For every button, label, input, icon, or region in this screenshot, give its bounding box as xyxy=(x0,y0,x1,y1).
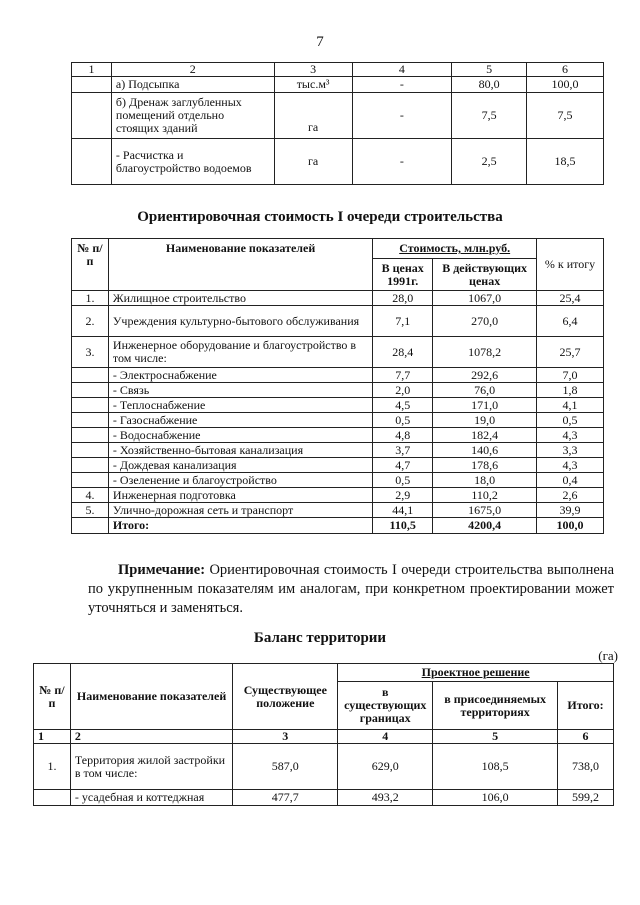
row-name: Учреждения культурно-бытового обслуживания xyxy=(108,306,372,337)
row-existing: 477,7 xyxy=(233,790,338,806)
row-percent: 25,4 xyxy=(537,291,604,306)
row-number xyxy=(34,790,71,806)
column-number-row xyxy=(72,63,604,77)
row-percent: 39,9 xyxy=(537,503,604,518)
row-current: 19,0 xyxy=(433,413,537,428)
note-label: Примечание: xyxy=(118,562,206,578)
column-number: 1 xyxy=(72,63,112,77)
header-number: № п/п xyxy=(72,239,109,291)
row-added: 108,5 xyxy=(433,744,558,790)
header-cost xyxy=(373,239,537,259)
row-unit: га xyxy=(274,139,352,185)
row-value: - xyxy=(352,93,452,139)
row-value: - xyxy=(352,77,452,93)
column-number-row xyxy=(34,730,614,744)
row-name: - Теплоснабжение xyxy=(108,398,372,413)
row-name: - Хозяйственно-бытовая канализация xyxy=(108,443,372,458)
balance-section-title: Баланс территории xyxy=(253,630,387,646)
header-prices-1991: В ценах 1991г. xyxy=(373,259,433,291)
row-percent: 4,3 xyxy=(537,458,604,473)
header-name: Наименование показателей xyxy=(70,664,232,730)
row-number: 1. xyxy=(72,291,109,306)
table-row xyxy=(72,443,604,458)
column-number: 4 xyxy=(338,730,433,744)
row-current: 1067,0 xyxy=(433,291,537,306)
header-percent: % к итогу xyxy=(537,239,604,291)
table-row xyxy=(72,368,604,383)
row-existing: 587,0 xyxy=(233,744,338,790)
column-number: 2 xyxy=(111,63,274,77)
header-added-territories: в присоединяемых территориях xyxy=(433,682,558,730)
row-bounds: 493,2 xyxy=(338,790,433,806)
table-row xyxy=(72,473,604,488)
row-value: 7,5 xyxy=(452,93,527,139)
header-existing-bounds: в существующих границах xyxy=(338,682,433,730)
table-row xyxy=(72,428,604,443)
table-row xyxy=(72,398,604,413)
row-1991: 28,4 xyxy=(373,337,433,368)
row-current: 171,0 xyxy=(433,398,537,413)
row-name: Инженерная подготовка xyxy=(108,488,372,503)
row-value: 80,0 xyxy=(452,77,527,93)
row-number xyxy=(72,458,109,473)
row-1991: 4,8 xyxy=(373,428,433,443)
column-number: 4 xyxy=(352,63,452,77)
continuation-table xyxy=(71,62,604,185)
table-row xyxy=(72,413,604,428)
table-row xyxy=(72,383,604,398)
row-total: 738,0 xyxy=(558,744,614,790)
row-value: 18,5 xyxy=(527,139,604,185)
row-name: а) Подсыпка xyxy=(111,77,274,93)
row-current: 1078,2 xyxy=(433,337,537,368)
row-number xyxy=(72,398,109,413)
row-number xyxy=(72,413,109,428)
balance-unit: (га) xyxy=(598,648,618,663)
row-name: Территория жилой застройки в том числе: xyxy=(70,744,232,790)
row-number: 5. xyxy=(72,503,109,518)
row-current: 270,0 xyxy=(433,306,537,337)
row-number xyxy=(72,368,109,383)
row-1991: 7,7 xyxy=(373,368,433,383)
row-percent: 0,5 xyxy=(537,413,604,428)
row-unit: тыс.м³ xyxy=(274,77,352,93)
row-current: 140,6 xyxy=(433,443,537,458)
table-row xyxy=(34,790,614,806)
row-number: 4. xyxy=(72,488,109,503)
row-name: б) Дренаж заглубленных помещений отдельно стоящих зданий xyxy=(111,93,274,139)
row-1991: 2,9 xyxy=(373,488,433,503)
row-number xyxy=(72,473,109,488)
header-cost-label: Стоимость, млн.руб. xyxy=(399,241,511,255)
total-row xyxy=(72,518,604,534)
row-1991: 44,1 xyxy=(373,503,433,518)
column-number: 5 xyxy=(433,730,558,744)
column-number: 3 xyxy=(233,730,338,744)
row-1991: 4,5 xyxy=(373,398,433,413)
note-paragraph xyxy=(88,561,614,618)
row-name: - Связь xyxy=(108,383,372,398)
row-name: - Газоснабжение xyxy=(108,413,372,428)
total-percent: 100,0 xyxy=(537,518,604,534)
row-1991: 2,0 xyxy=(373,383,433,398)
table-row xyxy=(72,458,604,473)
header-total: Итого: xyxy=(558,682,614,730)
row-percent: 25,7 xyxy=(537,337,604,368)
table-row xyxy=(34,744,614,790)
table-row xyxy=(72,488,604,503)
row-1991: 0,5 xyxy=(373,413,433,428)
note-text: Ориентировочная стоимость I очереди строительства выполнена по укрупненным показателям им аналогам, при конкретном проектировании может уточняться и заменяться. xyxy=(88,562,615,616)
row-total: 599,2 xyxy=(558,790,614,806)
table-row xyxy=(72,77,604,93)
row-current: 1675,0 xyxy=(433,503,537,518)
column-number: 2 xyxy=(70,730,232,744)
row-percent: 1,8 xyxy=(537,383,604,398)
row-name: - Расчистка и благоустройство водоемов xyxy=(111,139,274,185)
row-1991: 28,0 xyxy=(373,291,433,306)
row-percent: 3,3 xyxy=(537,443,604,458)
row-current: 76,0 xyxy=(433,383,537,398)
header-project-label: Проектное решение xyxy=(421,665,530,679)
row-name: - усадебная и коттеджная xyxy=(70,790,232,806)
row-percent: 7,0 xyxy=(537,368,604,383)
row-percent: 2,6 xyxy=(537,488,604,503)
header-project xyxy=(338,664,614,682)
row-added: 106,0 xyxy=(433,790,558,806)
table-row xyxy=(72,306,604,337)
row-current: 18,0 xyxy=(433,473,537,488)
row-number: 3. xyxy=(72,337,109,368)
table-row xyxy=(72,337,604,368)
row-number xyxy=(72,428,109,443)
column-number: 3 xyxy=(274,63,352,77)
row-1991: 4,7 xyxy=(373,458,433,473)
row-1991: 0,5 xyxy=(373,473,433,488)
total-label: Итого: xyxy=(108,518,372,534)
row-percent: 6,4 xyxy=(537,306,604,337)
row-name: Инженерное оборудование и благоустройство в том числе: xyxy=(108,337,372,368)
row-bounds: 629,0 xyxy=(338,744,433,790)
row-current: 178,6 xyxy=(433,458,537,473)
column-number: 6 xyxy=(558,730,614,744)
table-row xyxy=(72,139,604,185)
table-row xyxy=(72,93,604,139)
page-number: 7 xyxy=(316,34,324,50)
row-current: 292,6 xyxy=(433,368,537,383)
row-percent: 4,1 xyxy=(537,398,604,413)
row-number xyxy=(72,443,109,458)
column-number: 1 xyxy=(34,730,71,744)
total-current: 4200,4 xyxy=(433,518,537,534)
row-number: 1. xyxy=(34,744,71,790)
cost-section-title: Ориентировочная стоимость I очереди строительства xyxy=(137,209,503,225)
row-percent: 4,3 xyxy=(537,428,604,443)
row-unit: га xyxy=(274,93,352,139)
row-name: - Электроснабжение xyxy=(108,368,372,383)
row-name: - Водоснабжение xyxy=(108,428,372,443)
row-name: - Дождевая канализация xyxy=(108,458,372,473)
table-row xyxy=(72,291,604,306)
row-name: Улично-дорожная сеть и транспорт xyxy=(108,503,372,518)
balance-table xyxy=(33,663,614,806)
row-number xyxy=(72,383,109,398)
row-value: 100,0 xyxy=(527,77,604,93)
row-name: - Озеленение и благоустройство xyxy=(108,473,372,488)
row-number: 2. xyxy=(72,306,109,337)
row-current: 182,4 xyxy=(433,428,537,443)
header-current-prices: В действующих ценах xyxy=(433,259,537,291)
table-row xyxy=(72,503,604,518)
row-1991: 3,7 xyxy=(373,443,433,458)
row-1991: 7,1 xyxy=(373,306,433,337)
header-number: № п/п xyxy=(34,664,71,730)
column-number: 6 xyxy=(527,63,604,77)
row-current: 110,2 xyxy=(433,488,537,503)
header-name: Наименование показателей xyxy=(108,239,372,291)
row-value: 7,5 xyxy=(527,93,604,139)
cost-table xyxy=(71,238,604,534)
row-name: Жилищное строительство xyxy=(108,291,372,306)
row-value: 2,5 xyxy=(452,139,527,185)
total-1991: 110,5 xyxy=(373,518,433,534)
row-value: - xyxy=(352,139,452,185)
header-existing: Существующее положение xyxy=(233,664,338,730)
row-percent: 0,4 xyxy=(537,473,604,488)
column-number: 5 xyxy=(452,63,527,77)
